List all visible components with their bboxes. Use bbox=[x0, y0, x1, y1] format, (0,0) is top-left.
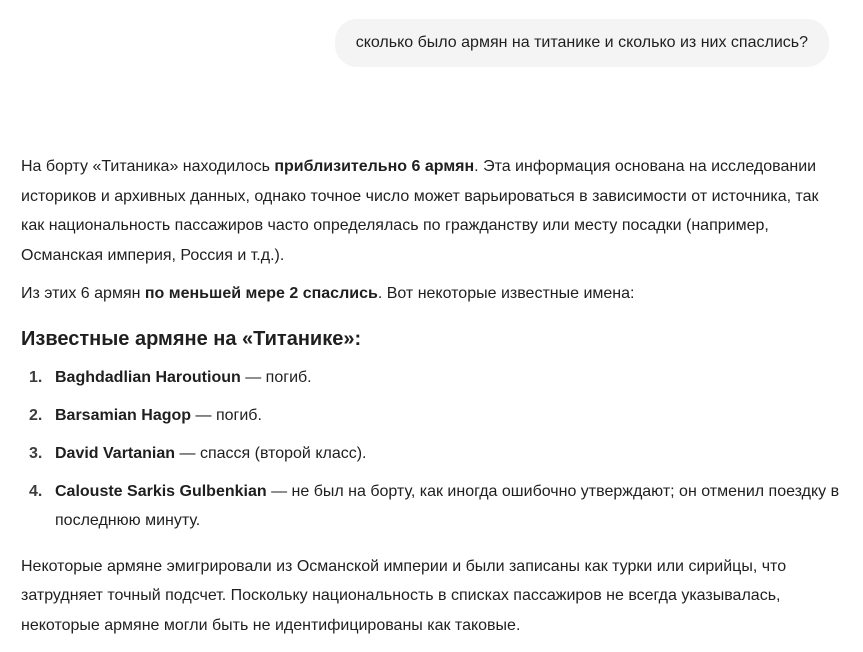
list-item-number: 2. bbox=[29, 406, 43, 424]
person-note: — погиб. bbox=[191, 406, 262, 424]
survivors-bold: по меньшей мере 2 спаслись bbox=[144, 285, 378, 302]
user-message-text: сколько было армян на титанике и сколько из них спаслись? bbox=[355, 34, 808, 51]
answer-paragraph-outro: Некоторые армяне эмигрировали из Османской империи и были записаны как турки или сирийцы, что затрудняет точный подсчет. Поскольку национальность в списках пассажиров не всегда указывалась, некоторые армяне могли быть не идентифицированы как таковые. bbox=[21, 557, 787, 634]
list-item bbox=[21, 477, 841, 536]
person-name: Calouste Sarkis Gulbenkian bbox=[55, 482, 267, 500]
people-list bbox=[21, 363, 841, 536]
intro-bold-count: приблизительно 6 армян bbox=[274, 158, 475, 175]
list-item-number: 1. bbox=[29, 368, 43, 386]
person-name: Baghdadlian Haroutioun bbox=[55, 368, 241, 386]
list-item bbox=[21, 401, 841, 431]
intro-text-rest: . Эта информация основана на исследовании историков и архивных данных, однако точное число может варьироваться в зависимости от источника, так как национальность пассажиров часто определялась по гражданству или месту посадки (например, Османская империя, Россия и т.д.). bbox=[21, 158, 819, 264]
list-item-number: 4. bbox=[29, 482, 43, 500]
assistant-answer bbox=[21, 152, 841, 640]
answer-paragraph-intro bbox=[21, 152, 841, 270]
survivors-text-start: Из этих 6 армян bbox=[21, 285, 145, 302]
person-note: — спасся (второй класс). bbox=[175, 444, 367, 462]
intro-text-start: На борту «Титаника» находилось bbox=[21, 158, 275, 175]
answer-paragraph-survivors bbox=[21, 279, 841, 309]
section-heading: Известные армяне на «Титанике»: bbox=[21, 327, 362, 350]
list-item bbox=[21, 439, 841, 469]
person-note: — не был на борту, как иногда ошибочно утверждают; он отменил поездку в последнюю минуту. bbox=[55, 482, 840, 529]
person-note: — погиб. bbox=[240, 368, 312, 386]
person-name: David Vartanian bbox=[55, 444, 176, 462]
survivors-text-rest: . Вот некоторые известные имена: bbox=[377, 285, 635, 302]
user-message-bubble bbox=[335, 19, 829, 67]
list-item-number: 3. bbox=[29, 444, 43, 462]
person-name: Barsamian Hagop bbox=[55, 406, 192, 424]
list-item bbox=[21, 363, 841, 393]
